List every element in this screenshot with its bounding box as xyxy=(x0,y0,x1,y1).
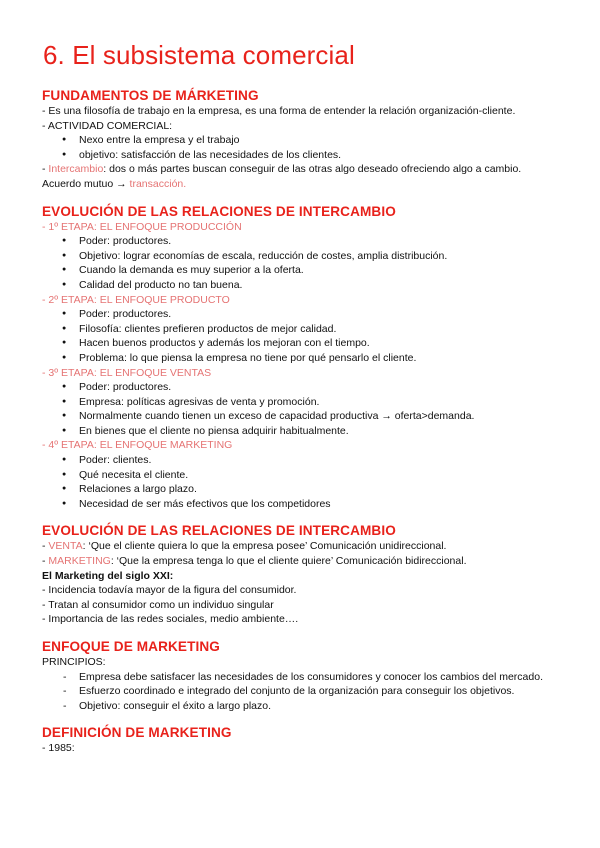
section-heading: FUNDAMENTOS DE MÁRKETING xyxy=(42,88,259,103)
term-venta: VENTA xyxy=(48,540,83,553)
list-item: - Esfuerzo coordinado e integrado del conjunto de la organización para conseguir los objetivos. xyxy=(42,684,562,699)
term-intercambio: Intercambio xyxy=(48,163,104,176)
list-item: ● Problema: lo que piensa la empresa no tiene por qué pensarlo el cliente. xyxy=(42,351,562,366)
text-line: - 1985: xyxy=(42,742,75,755)
stage-label: - 2º ETAPA: EL ENFOQUE PRODUCTO xyxy=(42,293,230,306)
list-item: ● Poder: productores. xyxy=(42,380,562,395)
list-item: ● objetivo: satisfacción de las necesidades de los clientes. xyxy=(42,148,562,163)
list-item: ● Cuando la demanda es muy superior a la oferta. xyxy=(42,263,562,278)
list-item: - Objetivo: conseguir el éxito a largo plazo. xyxy=(42,699,562,714)
term-transaccion: transacción. xyxy=(126,177,187,190)
section-heading: EVOLUCIÓN DE LAS RELACIONES DE INTERCAMBIO xyxy=(42,523,396,539)
stage-label: - 1º ETAPA: EL ENFOQUE PRODUCCIÓN xyxy=(42,220,242,233)
intercambio-line xyxy=(42,162,562,177)
stage-label: - 3º ETAPA: EL ENFOQUE VENTAS xyxy=(42,366,212,379)
bullet-list xyxy=(42,453,562,511)
document-page xyxy=(42,40,562,756)
term-marketing: MARKETING xyxy=(48,555,111,568)
text-line: - Es una filosofía de trabajo en la empresa, es una forma de entender la relación organización-cliente. xyxy=(42,105,516,117)
list-item: ● Relaciones a largo plazo. xyxy=(42,482,562,497)
list-item: ● En bienes que el cliente no piensa adquirir habitualmente. xyxy=(42,424,562,439)
dash-list xyxy=(42,670,562,714)
prefix: - xyxy=(42,555,49,568)
acuerdo-text: Acuerdo mutuo → xyxy=(42,177,127,190)
section-evolucion-comunicacion xyxy=(42,523,562,627)
bullet-list xyxy=(42,133,562,162)
marketing-line xyxy=(42,554,562,569)
list-item: ● Poder: clientes. xyxy=(42,453,562,468)
stage-label: - 4º ETAPA: EL ENFOQUE MARKETING xyxy=(42,439,233,452)
list-item: ● Filosofía: clientes prefieren productos de mejor calidad. xyxy=(42,322,562,337)
text-line: - Importancia de las redes sociales, medio ambiente…. xyxy=(42,613,299,626)
list-item: ● Normalmente cuando tienen un exceso de capacidad productiva → oferta>demanda. xyxy=(42,409,562,424)
definition-text: : ‘Que la empresa tenga lo que el cliente quiere’ Comunicación bidireccional. xyxy=(110,555,467,568)
prefix: - xyxy=(42,163,49,176)
section-fundamentos xyxy=(42,88,562,192)
list-item: ● Hacen buenos productos y además los mejoran con el tiempo. xyxy=(42,336,562,351)
list-item: ● Poder: productores. xyxy=(42,307,562,322)
list-item: ● Nexo entre la empresa y el trabajo xyxy=(42,133,562,148)
section-evolucion-etapas xyxy=(42,204,562,512)
section-definicion xyxy=(42,725,562,756)
definition-text: : ‘Que el cliente quiera lo que la empresa posee’ Comunicación unidireccional. xyxy=(82,540,447,553)
venta-line xyxy=(42,539,562,554)
list-item: ● Objetivo: lograr economías de escala, reducción de costes, amplia distribución. xyxy=(42,249,562,264)
bullet-list xyxy=(42,307,562,365)
list-item: ● Necesidad de ser más efectivos que los competidores xyxy=(42,497,562,512)
section-heading: DEFINICIÓN DE MARKETING xyxy=(42,725,232,741)
section-heading: ENFOQUE DE MARKETING xyxy=(42,639,220,654)
principios-label: PRINCIPIOS: xyxy=(42,656,106,668)
definition-text: : dos o más partes buscan conseguir de las otras algo deseado ofreciendo algo a cambio. xyxy=(103,163,522,176)
list-item: ● Empresa: políticas agresivas de venta y promoción. xyxy=(42,395,562,410)
text-line: - Tratan al consumidor como un individuo singular xyxy=(42,598,274,611)
bullet-list xyxy=(42,234,562,292)
bullet-list xyxy=(42,380,562,438)
section-heading: EVOLUCIÓN DE LAS RELACIONES DE INTERCAMBIO xyxy=(42,203,396,219)
section-enfoque xyxy=(42,639,562,713)
text-line: - Incidencia todavía mayor de la figura del consumidor. xyxy=(42,584,297,597)
prefix: - xyxy=(42,540,49,553)
list-item: ● Poder: productores. xyxy=(42,234,562,249)
page-title: 6. El subsistema comercial xyxy=(43,40,355,70)
list-item: ● Qué necesita el cliente. xyxy=(42,468,562,483)
list-item: - Empresa debe satisfacer las necesidades de los consumidores y conocer los cambios del mercado. xyxy=(42,670,562,685)
acuerdo-line xyxy=(42,177,562,192)
text-line: - ACTIVIDAD COMERCIAL: xyxy=(42,119,173,132)
subheading-siglo-xxi: El Marketing del siglo XXI: xyxy=(42,569,174,582)
list-item: ● Calidad del producto no tan buena. xyxy=(42,278,562,293)
